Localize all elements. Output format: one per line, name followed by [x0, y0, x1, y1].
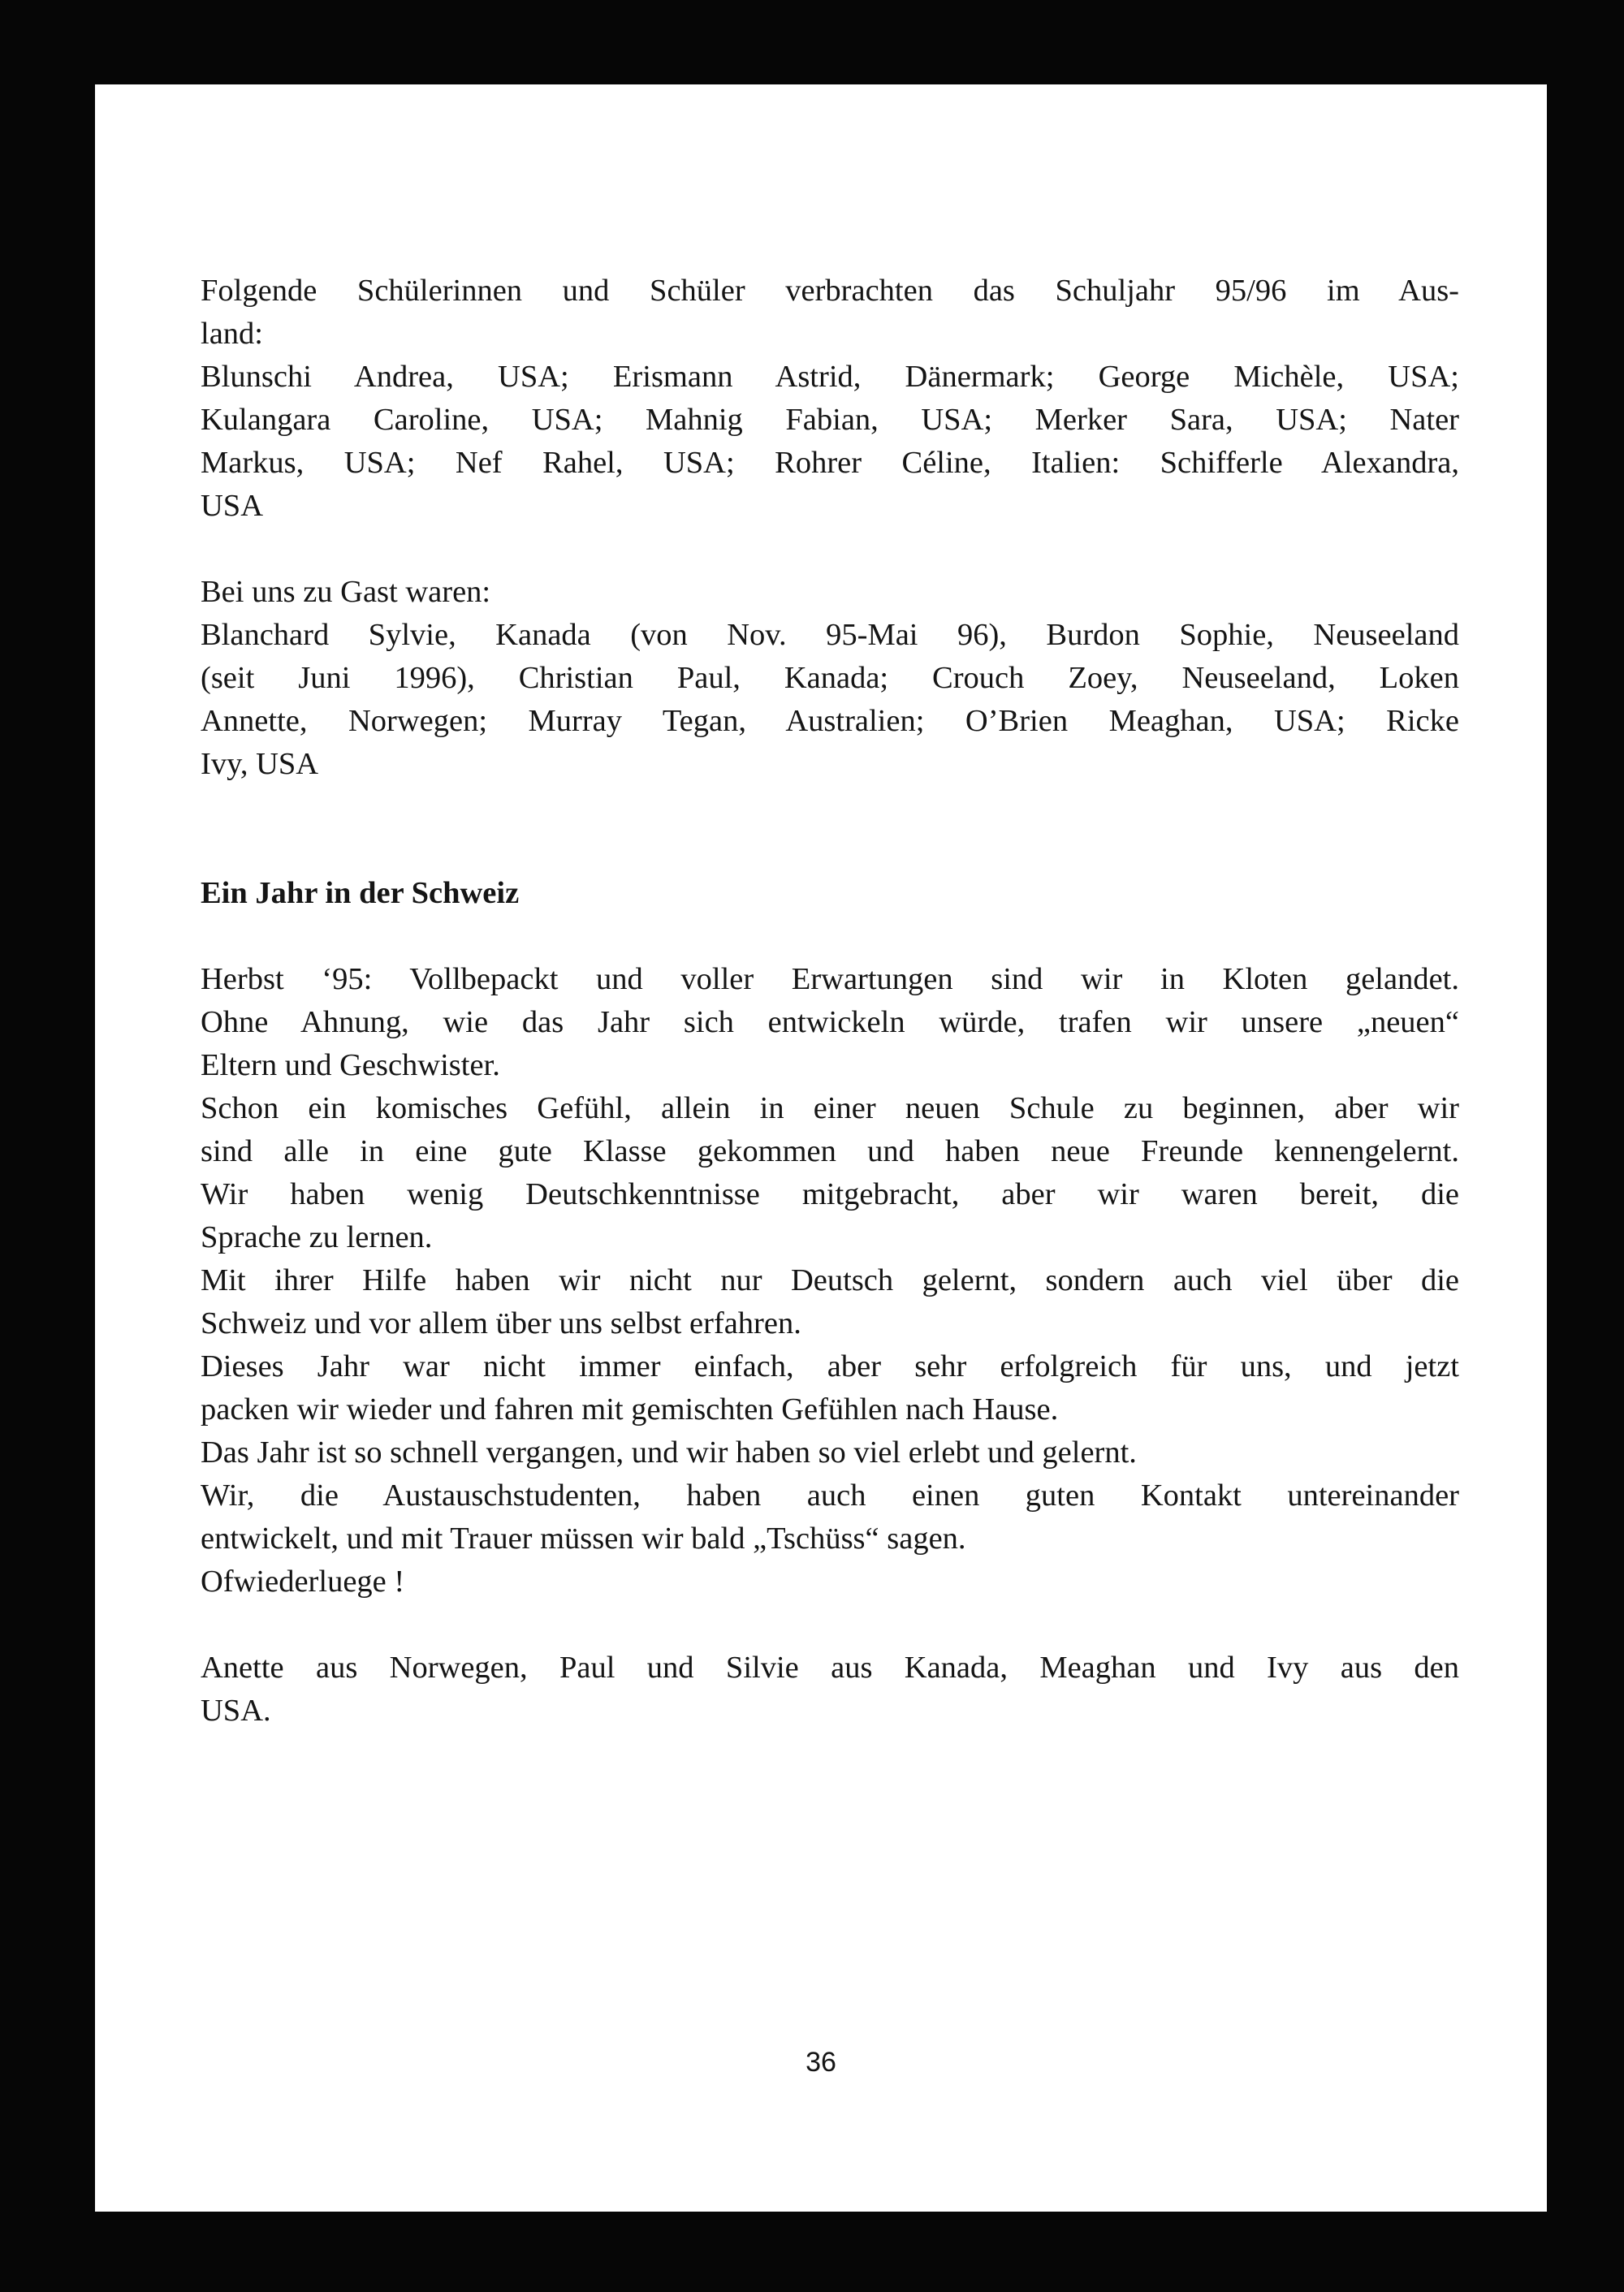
abroad-intro-line: Folgende Schülerinnen und Schüler verbrachten das Schuljahr 95/96 im Aus-	[201, 274, 1459, 308]
page-number: 36	[806, 2047, 836, 2078]
article-line: Mit ihrer Hilfe haben wir nicht nur Deutsch gelernt, sondern auch viel über die	[201, 1263, 1459, 1297]
document-body	[201, 270, 1459, 1733]
article-signature	[201, 1647, 1459, 1733]
article-line: Schon ein komisches Gefühl, allein in einer neuen Schule zu beginnen, aber wir	[201, 1091, 1459, 1125]
guests-intro: Bei uns zu Gast waren:	[201, 575, 491, 609]
article-heading: Ein Jahr in der Schweiz	[201, 876, 520, 910]
signature-line: Anette aus Norwegen, Paul und Silvie aus Kanada, Meaghan und Ivy aus den	[201, 1651, 1459, 1685]
document-page	[95, 84, 1547, 2212]
guests-paragraph	[201, 571, 1459, 786]
article-line: Dieses Jahr war nicht immer einfach, aber sehr erfolgreich für uns, und jetzt	[201, 1349, 1459, 1383]
article-line: sind alle in eine gute Klasse gekommen und haben neue Freunde kennengelernt.	[201, 1134, 1459, 1168]
article-line: Schweiz und vor allem über uns selbst erfahren.	[201, 1306, 801, 1340]
article-line: Ofwiederluege !	[201, 1565, 405, 1599]
article-line: Das Jahr ist so schnell vergangen, und wir haben so viel erlebt und gelernt.	[201, 1435, 1137, 1470]
abroad-paragraph	[201, 270, 1459, 528]
article-line: Wir, die Austauschstudenten, haben auch einen guten Kontakt untereinander	[201, 1478, 1459, 1513]
guests-names-line: Annette, Norwegen; Murray Tegan, Australien; O’Brien Meaghan, USA; Ricke	[201, 704, 1459, 738]
article-line: Wir haben wenig Deutschkenntnisse mitgebracht, aber wir waren bereit, die	[201, 1177, 1459, 1211]
article-line: packen wir wieder und fahren mit gemischten Gefühlen nach Hause.	[201, 1392, 1059, 1427]
signature-line: USA.	[201, 1694, 271, 1728]
guests-names-line: Ivy, USA	[201, 747, 319, 781]
article-line: Herbst ‘95: Vollbepackt und voller Erwartungen sind wir in Kloten gelandet.	[201, 962, 1459, 996]
abroad-intro-line: land:	[201, 317, 263, 351]
article-body	[201, 958, 1459, 1604]
article-line: Eltern und Geschwister.	[201, 1048, 500, 1082]
abroad-names-line: Blunschi Andrea, USA; Erismann Astrid, Dänermark; George Michèle, USA;	[201, 360, 1459, 394]
abroad-names-line: Kulangara Caroline, USA; Mahnig Fabian, USA; Merker Sara, USA; Nater	[201, 403, 1459, 437]
abroad-names-line: Markus, USA; Nef Rahel, USA; Rohrer Céline, Italien: Schifferle Alexandra,	[201, 446, 1459, 480]
abroad-names-line: USA	[201, 489, 264, 523]
article-line: entwickelt, und mit Trauer müssen wir bald „Tschüss“ sagen.	[201, 1522, 966, 1556]
article-line: Ohne Ahnung, wie das Jahr sich entwickeln würde, trafen wir unsere „neuen“	[201, 1005, 1459, 1039]
guests-names-line: (seit Juni 1996), Christian Paul, Kanada; Crouch Zoey, Neuseeland, Loken	[201, 661, 1459, 695]
guests-names-line: Blanchard Sylvie, Kanada (von Nov. 95-Mai 96), Burdon Sophie, Neuseeland	[201, 618, 1459, 652]
article-line: Sprache zu lernen.	[201, 1220, 433, 1254]
